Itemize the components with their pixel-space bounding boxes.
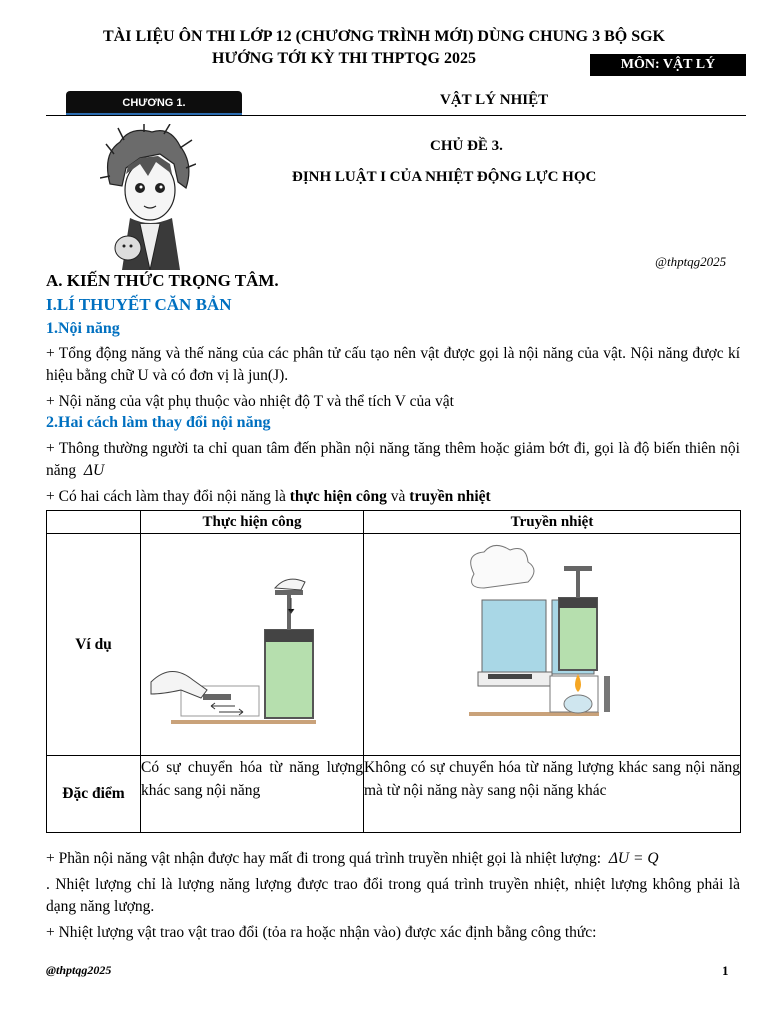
- paragraph-heat-quantity: [46, 848, 740, 870]
- subsection-2-heading: 2.Hai cách làm thay đổi nội năng: [46, 414, 271, 431]
- delta-u-equals-q: ΔU = Q: [608, 850, 659, 867]
- row-label-example: Ví dụ: [47, 534, 141, 756]
- manga-character-illustration: [100, 124, 196, 270]
- table-row-example: [47, 534, 741, 756]
- heat-quantity-text: + Phần nội năng vật nhận được hay mất đi trong quá trình truyền nhiệt gọi là nhiệt lượng:: [46, 850, 602, 867]
- page-number: 1: [722, 963, 729, 978]
- paragraph-delta-u: [46, 438, 740, 482]
- document-title-line1: TÀI LIỆU ÔN THI LỚP 12 (CHƯƠNG TRÌNH MỚI) DÙNG CHUNG 3 BỘ SGK: [103, 28, 665, 45]
- heat-piston-illustration: [364, 534, 740, 750]
- subsection-1-heading: 1.Nội năng: [46, 320, 120, 337]
- row-label-feature: Đặc điểm: [47, 756, 141, 833]
- section-a-heading: A. KIẾN THỨC TRỌNG TÂM.: [46, 271, 279, 290]
- footer-handle: @thptqg2025: [46, 963, 112, 977]
- section-i-heading: I.LÍ THUYẾT CĂN BẢN: [46, 295, 232, 314]
- paragraph-internal-energy: + Tổng động năng và thế năng của các phân tử cấu tạo nên vật được gọi là nội năng của vật. Nội năng được kí hiệu bằng chữ U và có đơn vị là jun(J).: [46, 345, 740, 384]
- chapter-badge: CHƯƠNG 1.: [66, 91, 242, 115]
- delta-u-symbol: ΔU: [83, 462, 105, 479]
- paragraph-delta-u-text: + Thông thường người ta chỉ quan tâm đến phần nội năng tăng thêm hoặc giảm bớt đi, gọi là độ biến thiên nội năng: [46, 440, 740, 479]
- table-header-row: [47, 511, 741, 534]
- table-corner-cell: [47, 511, 141, 534]
- comparison-table: [46, 510, 741, 833]
- chapter-title: VẬT LÝ NHIỆT: [440, 92, 549, 108]
- table-row-feature: [47, 756, 741, 833]
- paragraph-internal-energy-depends: + Nội năng của vật phụ thuộc vào nhiệt độ T và thể tích V của vật: [46, 393, 454, 410]
- paragraph-heat-formula: + Nhiệt lượng vật trao vật trao đổi (tỏa ra hoặc nhận vào) được xác định bằng công thức:: [46, 924, 597, 941]
- paragraph-heat-not-energy: . Nhiệt lượng chỉ là lượng năng lượng được trao đổi trong quá trình truyền nhiệt, nhiệt lượng không phải là dạng năng lượng.: [46, 876, 740, 915]
- table-header-heat: Truyền nhiệt: [364, 511, 741, 534]
- two-ways-work: thực hiện công: [289, 488, 387, 505]
- subject-badge: MÔN: VẬT LÝ: [590, 54, 746, 76]
- two-ways-and: và: [386, 488, 410, 505]
- paragraph-two-ways: [46, 486, 740, 508]
- topic-title: ĐỊNH LUẬT I CỦA NHIỆT ĐỘNG LỰC HỌC: [292, 169, 597, 185]
- work-piston-illustration: [141, 534, 363, 750]
- table-header-work: Thực hiện công: [141, 511, 364, 534]
- document-title-line2: HƯỚNG TỚI KỲ THI THPTQG 2025: [212, 50, 476, 67]
- header-divider: [46, 115, 746, 116]
- heat-example-cell: [364, 534, 741, 756]
- author-handle: @thptqg2025: [655, 254, 727, 269]
- topic-label: CHỦ ĐỀ 3.: [430, 138, 503, 154]
- work-feature-text: Có sự chuyển hóa từ năng lượng khác sang nội năng: [141, 756, 364, 833]
- work-example-cell: [141, 534, 364, 756]
- two-ways-heat: truyền nhiệt: [409, 488, 491, 505]
- heat-feature-text: Không có sự chuyển hóa từ năng lượng khác sang nội năng mà từ nội năng này sang nội năng khác: [364, 756, 741, 833]
- two-ways-prefix: + Có hai cách làm thay đổi nội năng là: [46, 488, 290, 505]
